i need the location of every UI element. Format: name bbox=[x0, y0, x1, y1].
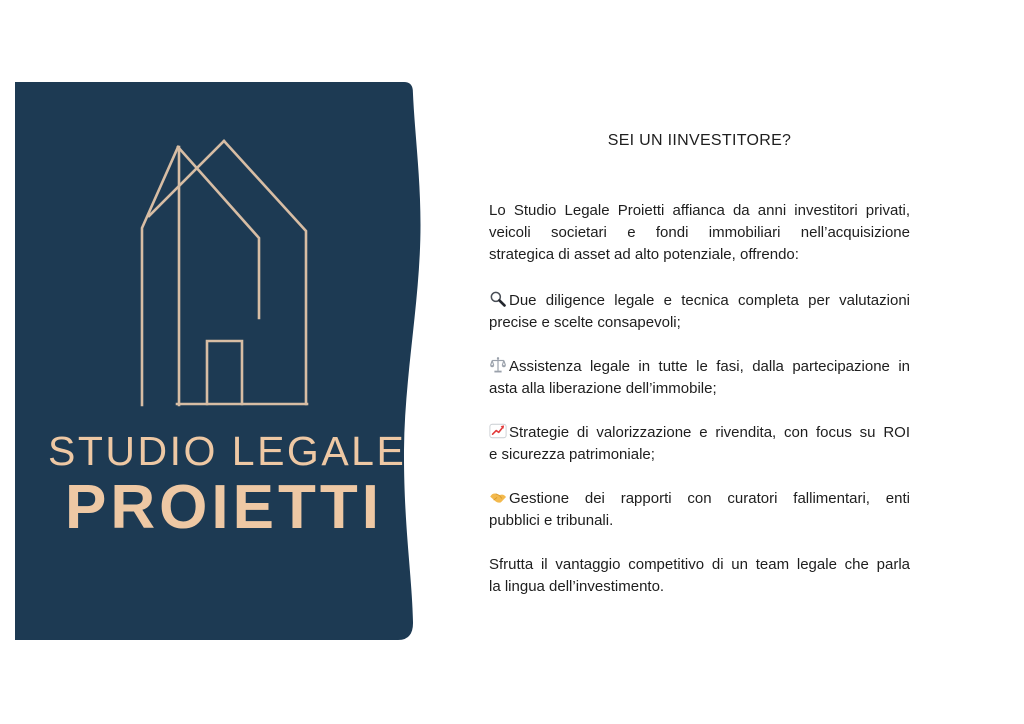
bullet-text: e sicurezza patrimoniale; bbox=[489, 446, 655, 463]
content-column bbox=[489, 130, 910, 622]
closing-paragraph bbox=[489, 554, 910, 598]
bullet-text: asta alla liberazione dell’immobile; bbox=[489, 380, 717, 397]
scales-icon bbox=[489, 356, 507, 374]
house-outline-icon bbox=[120, 110, 330, 420]
bullet-text: Assistenza legale in tutte le fasi, dalla partecipazione in bbox=[509, 358, 910, 375]
chart-up-icon bbox=[489, 422, 507, 440]
closing-line: Sfrutta il vantaggio competitivo di un team legale che parla bbox=[489, 556, 910, 573]
intro-line: strategica di asset ad alto potenziale, offrendo: bbox=[489, 246, 799, 263]
bullet-text: Gestione dei rapporti con curatori fallimentari, enti bbox=[509, 490, 910, 507]
intro-paragraph bbox=[489, 200, 910, 266]
bullet-strategie bbox=[489, 422, 910, 466]
intro-line: veicoli societari e fondi immobiliari nell’acquisizione bbox=[489, 224, 910, 241]
bullet-assistenza-legale bbox=[489, 356, 910, 400]
bullet-text: precise e scelte consapevoli; bbox=[489, 314, 681, 331]
bullet-text: Strategie di valorizzazione e rivendita, con focus su ROI bbox=[509, 424, 910, 441]
brand-name-line2: PROIETTI bbox=[65, 473, 383, 542]
intro-line: Lo Studio Legale Proietti affianca da anni investitori privati, bbox=[489, 202, 910, 219]
handshake-icon bbox=[489, 488, 507, 506]
brand-name-line1: STUDIO LEGALE bbox=[48, 428, 407, 474]
bullet-due-diligence bbox=[489, 290, 910, 334]
bullet-text: Due diligence legale e tecnica completa per valutazioni bbox=[509, 292, 910, 309]
bullet-gestione-rapporti bbox=[489, 488, 910, 532]
closing-line: la lingua dell’investimento. bbox=[489, 578, 665, 595]
magnifier-icon bbox=[489, 290, 507, 308]
bullet-text: pubblici e tribunali. bbox=[489, 512, 614, 529]
page-title: SEI UN IINVESTITORE? bbox=[607, 132, 792, 149]
brand-wordmark bbox=[48, 428, 407, 542]
